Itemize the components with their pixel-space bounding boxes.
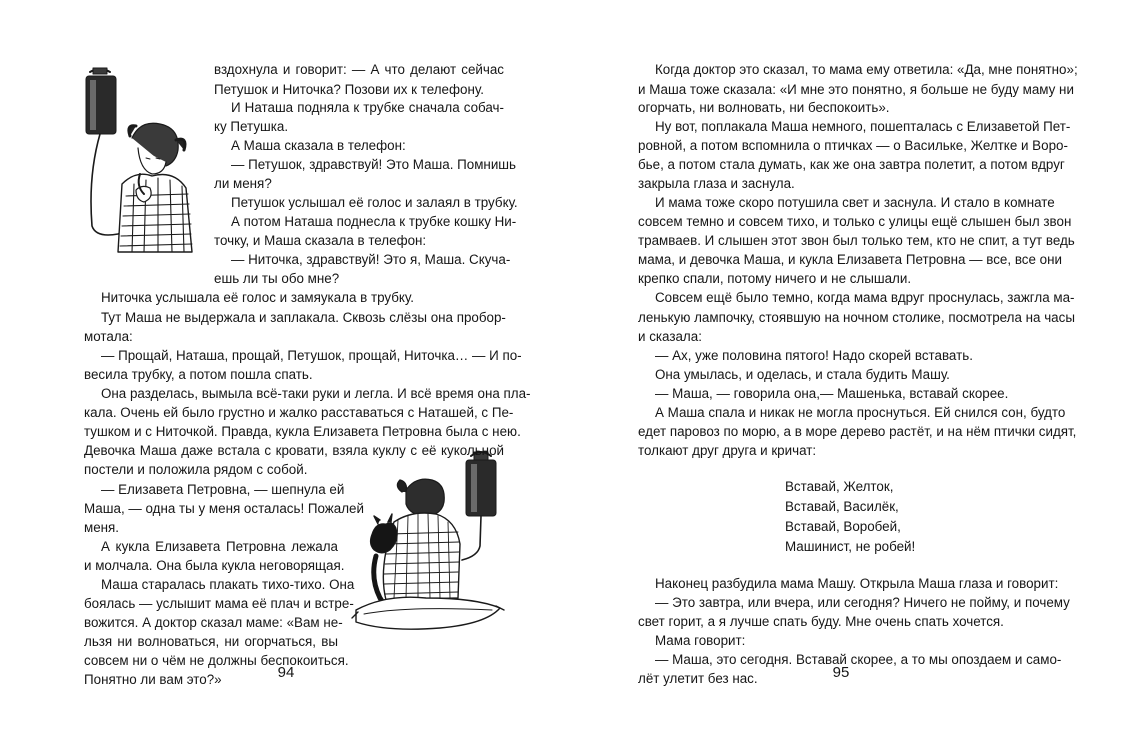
- text-line: Когда доктор это сказал, то мама ему ответила: «Да, мне понятно»;: [655, 62, 1078, 77]
- text-line: Девочка Маша даже встала с кровати, взяла куклу с её кукольной: [84, 443, 504, 458]
- text-line: кала. Очень ей было грустно и жалко расставаться с Наташей, с Пе-: [84, 405, 514, 420]
- text-line: постели и положила рядом с собой.: [84, 462, 308, 477]
- text-line: Мама говорит:: [655, 633, 746, 648]
- text-line: — Это завтра, или вчера, или сегодня? Ничего не пойму, и почему: [655, 595, 1070, 610]
- text-line: И Наташа подняла к трубке сначала собач-: [231, 100, 504, 115]
- text-line: и сказала:: [638, 329, 702, 344]
- text-line: закрыла глаза и заснула.: [638, 176, 795, 191]
- text-line: Понятно ли вам это?»: [84, 672, 222, 687]
- poem-line: Вставай, Желток,: [785, 479, 894, 494]
- text-line: ленькую лампочку, стоявшую на ночном столике, посмотрела на часы: [638, 310, 1075, 325]
- text-line: Петушок услышал её голос и залаял в трубку.: [231, 195, 518, 210]
- text-line: — Ах, уже половина пятого! Надо скорей вставать.: [655, 348, 973, 363]
- text-line: Тут Маша не выдержала и заплакала. Сквозь слёзы она пробор-: [101, 310, 506, 325]
- poem-line: Машинист, не робей!: [785, 539, 916, 554]
- text-line: весила трубку, а потом пошла спать.: [84, 367, 313, 382]
- text-line: — Маша, это сегодня. Вставай скорее, а то мы опоздаем и само-: [655, 652, 1062, 667]
- text-line: тушком и с Ниточкой. Правда, кукла Елизавета Петровна была с нею.: [84, 424, 521, 439]
- text-line: крепко спали, потому ничего и не слышали.: [638, 271, 912, 286]
- text-line: А потом Наташа поднесла к трубке кошку Ни-: [231, 214, 517, 229]
- text-line: ровной, а потом вспомнила о птичках — о Васильке, Желтке и Воро-: [638, 138, 1068, 153]
- girl-on-telephone-illustration: [78, 66, 198, 258]
- text-line: точку, и Маша сказала в телефон:: [214, 233, 427, 248]
- text-line: Совсем ещё было темно, когда мама вдруг проснулась, зажгла ма-: [655, 290, 1075, 305]
- text-line: А Маша спала и никак не могла проснуться. Ей снился сон, будто: [655, 405, 1066, 420]
- page-number: 95: [832, 664, 850, 681]
- text-line: лёт улетит без нас.: [638, 671, 758, 686]
- poem-line: Вставай, Василёк,: [785, 499, 899, 514]
- text-line: и Маша тоже сказала: «И мне это понятно, я больше не буду маму ни: [638, 82, 1074, 97]
- text-line: бье, а потом стала думать, как же она завтра полетит, а потом вдруг: [638, 157, 1065, 172]
- text-line: Маша старалась плакать тихо-тихо. Она: [101, 577, 355, 592]
- text-line: Ну вот, поплакала Маша немного, пошепталась с Елизаветой Пет-: [655, 119, 1071, 134]
- text-line: льзя ни волноваться, ни огорчаться, вы: [84, 634, 338, 649]
- text-line: — Елизавета Петровна, — шепнула ей: [101, 482, 345, 497]
- text-line: огорчать, ни волновать, ни беспокоить».: [638, 100, 890, 115]
- text-line: толкают друг друга и кричат:: [638, 443, 817, 458]
- text-line: трамваев. И слышен этот звон был только тем, кто не спит, а тут ведь: [638, 233, 1075, 248]
- poem-line: Вставай, Воробей,: [785, 519, 901, 534]
- text-line: вздохнула и говорит: — А что делают сейчас: [214, 62, 504, 77]
- text-line: меня.: [84, 520, 120, 535]
- text-line: ешь ли ты обо мне?: [214, 271, 340, 286]
- text-line: совсем ни о чём не должны беспокоиться.: [84, 653, 349, 668]
- text-line: Она умылась, и оделась, и стала будить Машу.: [655, 367, 950, 382]
- text-line: мотала:: [84, 329, 133, 344]
- text-line: вожится. А доктор сказал маме: «Вам не-: [84, 615, 343, 630]
- page-number: 94: [277, 664, 295, 681]
- text-line: боялась — услышит мама её плач и встре-: [84, 596, 354, 611]
- text-line: А кукла Елизавета Петровна лежала: [101, 539, 338, 554]
- text-line: И мама тоже скоро потушила свет и заснула. И стало в комнате: [655, 195, 1055, 210]
- text-line: свет горит, а я лучше спать буду. Мне очень спать хочется.: [638, 614, 1004, 629]
- text-line: ку Петушка.: [214, 119, 289, 134]
- text-line: едет паровоз по морю, а в море дерево растёт, и на нём птички сидят,: [638, 424, 1077, 439]
- text-line: мама, и девочка Маша, и кукла Елизавета Петровна — все, все они: [638, 252, 1062, 267]
- right-page: [564, 0, 1128, 734]
- text-line: Ниточка услышала её голос и замяукала в трубку.: [101, 290, 414, 305]
- text-line: Наконец разбудила мама Машу. Открыла Маша глаза и говорит:: [655, 576, 1059, 591]
- text-line: — Прощай, Наташа, прощай, Петушок, прощай, Ниточка… — И по-: [101, 348, 522, 363]
- text-line: — Маша, — говорила она,— Машенька, вставай скорее.: [655, 386, 1009, 401]
- text-line: — Петушок, здравствуй! Это Маша. Помнишь: [231, 157, 517, 172]
- text-line: — Ниточка, здравствуй! Это я, Маша. Скуча-: [231, 252, 511, 267]
- text-line: Петушок и Ниточка? Позови их к телефону.: [214, 82, 484, 97]
- text-line: ли меня?: [214, 176, 272, 191]
- text-line: Маша, — одна ты у меня осталась! Пожалей: [84, 501, 364, 516]
- text-line: Она разделась, вымыла всё-таки руки и легла. И всё время она пла-: [101, 386, 531, 401]
- text-line: А Маша сказала в телефон:: [231, 138, 406, 153]
- text-line: и молчала. Она была кукла неговорящая.: [84, 558, 345, 573]
- text-line: совсем темно и совсем тихо, и только с улицы ещё слышен был звон: [638, 214, 1072, 229]
